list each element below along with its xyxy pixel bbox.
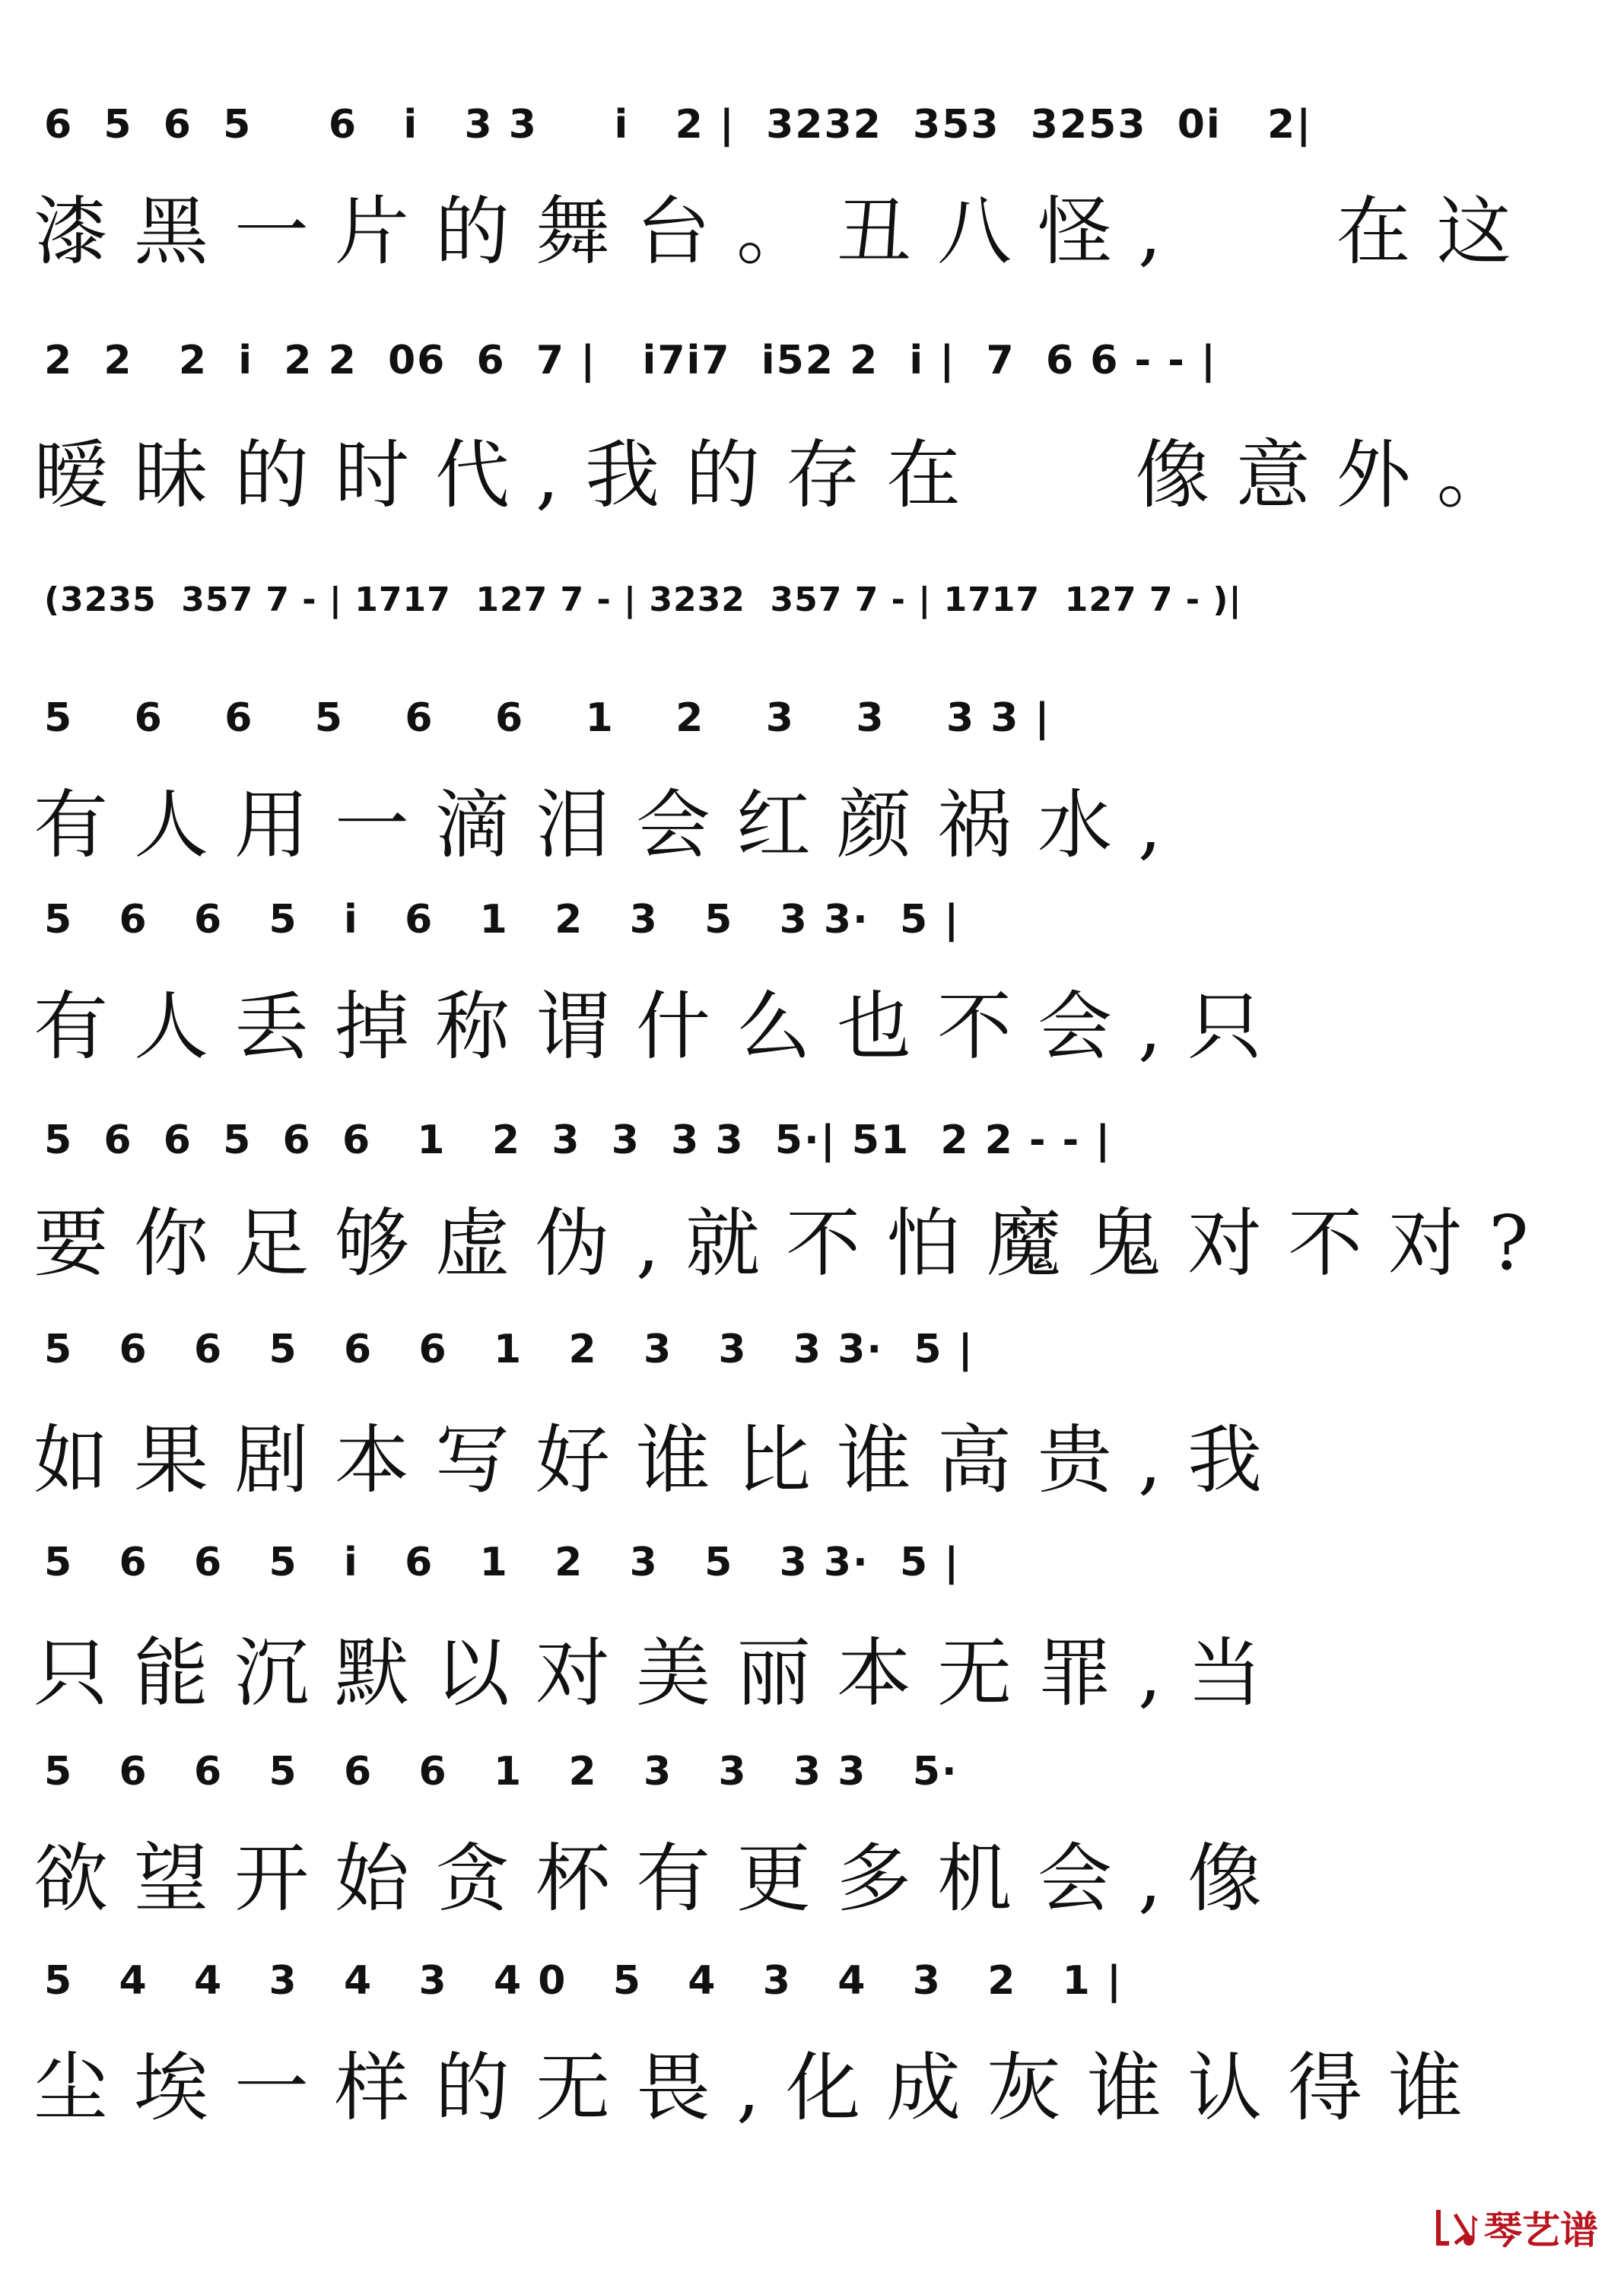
- notation-row-2: 2 2 2 i 2 2 06 6 7 | i7i7 i52 2 i | 7 6 6 - - |: [44, 338, 1217, 383]
- lyric-row-9: 尘埃一样的无畏,化成灰谁认得谁: [33, 2045, 1489, 2132]
- notation-row-9: 5 4 4 3 4 3 4 0 5 4 3 4 3 2 1 |: [44, 1958, 1123, 2004]
- lyric-row-1: 漆黑一片的舞台。丑八怪, 在这: [33, 189, 1537, 275]
- lyric-row-4: 有人丢掉称谓什么也不会,只: [33, 984, 1289, 1070]
- watermark-logo: [1434, 2197, 1598, 2258]
- lyric-row-6: 如果剧本写好谁比谁高贵,我: [33, 1417, 1289, 1504]
- notation-row-8: 5 6 6 5 6 6 1 2 3 3 3 3 5·: [44, 1749, 958, 1795]
- notation-row-1: 6 5 6 5 6 i 3 3 i 2 | 3232 353 3253 0i 2|: [44, 102, 1313, 148]
- notation-row-7: 5 6 6 5 i 6 1 2 3 5 3 3· 5 |: [44, 1540, 961, 1585]
- notation-interlude: (3235 357 7 - | 1717 127 7 - | 3232 357 7 - | 1717 127 7 - )|: [44, 580, 1242, 619]
- lyric-row-7: 只能沉默以对美丽本无罪,当: [33, 1630, 1289, 1717]
- lyric-row-5: 要你足够虚伪,就不怕魔鬼对不对?: [33, 1200, 1555, 1287]
- watermark-text: 琴艺谱: [1484, 2208, 1598, 2252]
- notation-row-5: 5 6 6 5 6 6 1 2 3 3 3 3 5·| 51 2 2 - - |: [44, 1117, 1112, 1163]
- lyric-row-2: 暧昧的时代,我的存在 像意外。: [33, 432, 1537, 519]
- notation-row-4: 5 6 6 5 i 6 1 2 3 5 3 3· 5 |: [44, 897, 961, 943]
- notation-row-3: 5 6 6 5 6 6 1 2 3 3 3 3 |: [44, 695, 1051, 741]
- lyric-row-3: 有人用一滴泪会红颜祸水,: [33, 782, 1188, 869]
- music-note-icon: [1434, 2204, 1478, 2251]
- lyric-row-8: 欲望开始贪杯有更多机会,像: [33, 1836, 1289, 1922]
- notation-row-6: 5 6 6 5 6 6 1 2 3 3 3 3· 5 |: [44, 1327, 974, 1372]
